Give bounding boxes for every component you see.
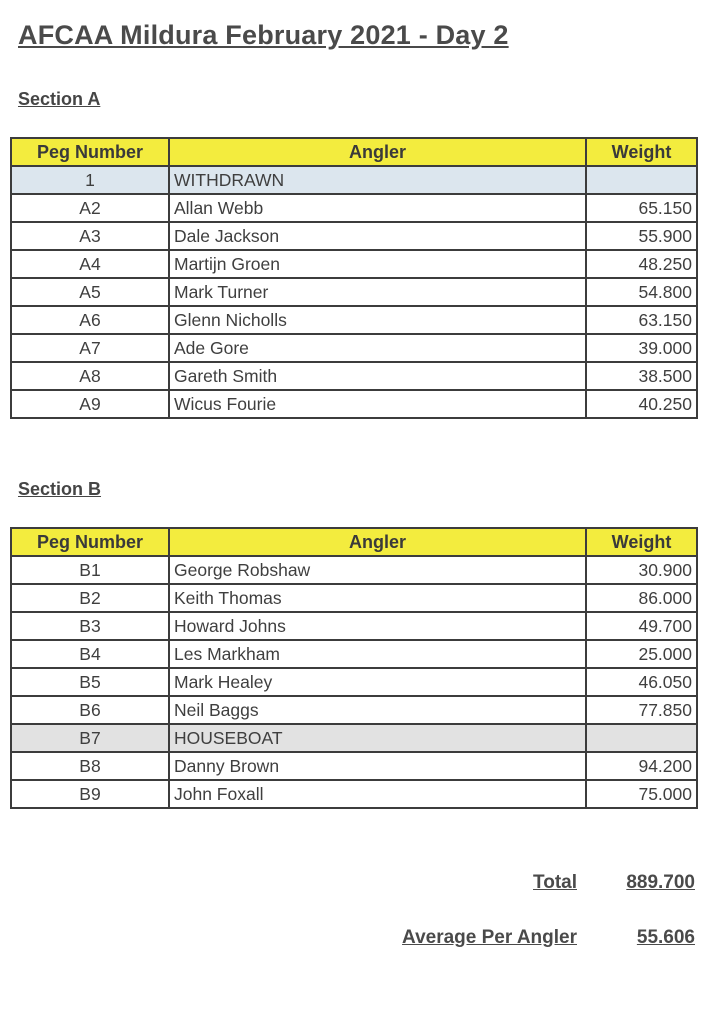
table-header-row bbox=[11, 528, 697, 556]
cell-peg-number: A3 bbox=[11, 222, 169, 250]
cell-angler-name: Keith Thomas bbox=[169, 584, 586, 612]
cell-angler-name: Danny Brown bbox=[169, 752, 586, 780]
table-row bbox=[11, 696, 697, 724]
table-row bbox=[11, 194, 697, 222]
cell-peg-number: 1 bbox=[11, 166, 169, 194]
cell-angler-name: Les Markham bbox=[169, 640, 586, 668]
column-header-peg-number: Peg Number bbox=[11, 138, 169, 166]
cell-peg-number: B3 bbox=[11, 612, 169, 640]
section-b-heading: Section B bbox=[18, 479, 102, 499]
cell-angler-name: Allan Webb bbox=[169, 194, 586, 222]
total-value: 889.700 bbox=[626, 872, 695, 893]
cell-angler-name: George Robshaw bbox=[169, 556, 586, 584]
cell-weight: 54.800 bbox=[586, 278, 697, 306]
cell-peg-number: B5 bbox=[11, 668, 169, 696]
cell-weight bbox=[586, 724, 697, 752]
column-header-weight: Weight bbox=[586, 138, 697, 166]
cell-weight: 65.150 bbox=[586, 194, 697, 222]
column-header-angler: Angler bbox=[169, 138, 586, 166]
cell-peg-number: A4 bbox=[11, 250, 169, 278]
cell-weight: 39.000 bbox=[586, 334, 697, 362]
cell-peg-number: B9 bbox=[11, 780, 169, 808]
table-row bbox=[11, 390, 697, 418]
cell-angler-name: Howard Johns bbox=[169, 612, 586, 640]
average-per-angler-value: 55.606 bbox=[636, 927, 695, 948]
cell-weight: 49.700 bbox=[586, 612, 697, 640]
cell-weight: 94.200 bbox=[586, 752, 697, 780]
table-row bbox=[11, 612, 697, 640]
cell-peg-number: A6 bbox=[11, 306, 169, 334]
page-title: AFCAA Mildura February 2021 - Day 2 bbox=[18, 20, 509, 50]
cell-peg-number: B7 bbox=[11, 724, 169, 752]
table-row bbox=[11, 334, 697, 362]
cell-angler-name: Dale Jackson bbox=[169, 222, 586, 250]
table-row bbox=[11, 278, 697, 306]
average-row bbox=[275, 927, 695, 949]
cell-angler-name: Mark Healey bbox=[169, 668, 586, 696]
column-header-peg-number: Peg Number bbox=[11, 528, 169, 556]
cell-weight: 46.050 bbox=[586, 668, 697, 696]
cell-peg-number: B1 bbox=[11, 556, 169, 584]
table-header-row bbox=[11, 138, 697, 166]
section-a-table bbox=[10, 137, 698, 419]
table-row bbox=[11, 250, 697, 278]
section-b-table bbox=[10, 527, 698, 809]
table-row bbox=[11, 222, 697, 250]
cell-weight: 40.250 bbox=[586, 390, 697, 418]
table-row bbox=[11, 724, 697, 752]
total-row bbox=[275, 872, 695, 894]
cell-angler-name: Glenn Nicholls bbox=[169, 306, 586, 334]
table-row bbox=[11, 752, 697, 780]
cell-weight: 55.900 bbox=[586, 222, 697, 250]
cell-weight: 30.900 bbox=[586, 556, 697, 584]
table-row bbox=[11, 166, 697, 194]
table-row bbox=[11, 362, 697, 390]
cell-weight: 38.500 bbox=[586, 362, 697, 390]
table-row bbox=[11, 780, 697, 808]
cell-weight: 48.250 bbox=[586, 250, 697, 278]
cell-peg-number: A5 bbox=[11, 278, 169, 306]
column-header-angler: Angler bbox=[169, 528, 586, 556]
cell-peg-number: B8 bbox=[11, 752, 169, 780]
total-label: Total bbox=[533, 872, 577, 893]
section-a-heading: Section A bbox=[18, 89, 101, 109]
cell-peg-number: B4 bbox=[11, 640, 169, 668]
cell-angler-name: Neil Baggs bbox=[169, 696, 586, 724]
column-header-weight: Weight bbox=[586, 528, 697, 556]
cell-peg-number: A8 bbox=[11, 362, 169, 390]
cell-peg-number: B6 bbox=[11, 696, 169, 724]
cell-peg-number: A7 bbox=[11, 334, 169, 362]
table-row bbox=[11, 668, 697, 696]
cell-peg-number: B2 bbox=[11, 584, 169, 612]
cell-peg-number: A2 bbox=[11, 194, 169, 222]
cell-weight: 25.000 bbox=[586, 640, 697, 668]
cell-angler-name: HOUSEBOAT bbox=[169, 724, 586, 752]
table-row bbox=[11, 556, 697, 584]
table-row bbox=[11, 306, 697, 334]
cell-angler-name: Mark Turner bbox=[169, 278, 586, 306]
cell-weight: 63.150 bbox=[586, 306, 697, 334]
table-row bbox=[11, 584, 697, 612]
cell-peg-number: A9 bbox=[11, 390, 169, 418]
cell-angler-name: John Foxall bbox=[169, 780, 586, 808]
cell-weight bbox=[586, 166, 697, 194]
average-per-angler-label: Average Per Angler bbox=[402, 927, 577, 948]
cell-angler-name: WITHDRAWN bbox=[169, 166, 586, 194]
cell-angler-name: Wicus Fourie bbox=[169, 390, 586, 418]
cell-angler-name: Gareth Smith bbox=[169, 362, 586, 390]
cell-weight: 77.850 bbox=[586, 696, 697, 724]
summary-block bbox=[275, 872, 695, 982]
cell-weight: 75.000 bbox=[586, 780, 697, 808]
cell-angler-name: Ade Gore bbox=[169, 334, 586, 362]
cell-weight: 86.000 bbox=[586, 584, 697, 612]
cell-angler-name: Martijn Groen bbox=[169, 250, 586, 278]
table-row bbox=[11, 640, 697, 668]
